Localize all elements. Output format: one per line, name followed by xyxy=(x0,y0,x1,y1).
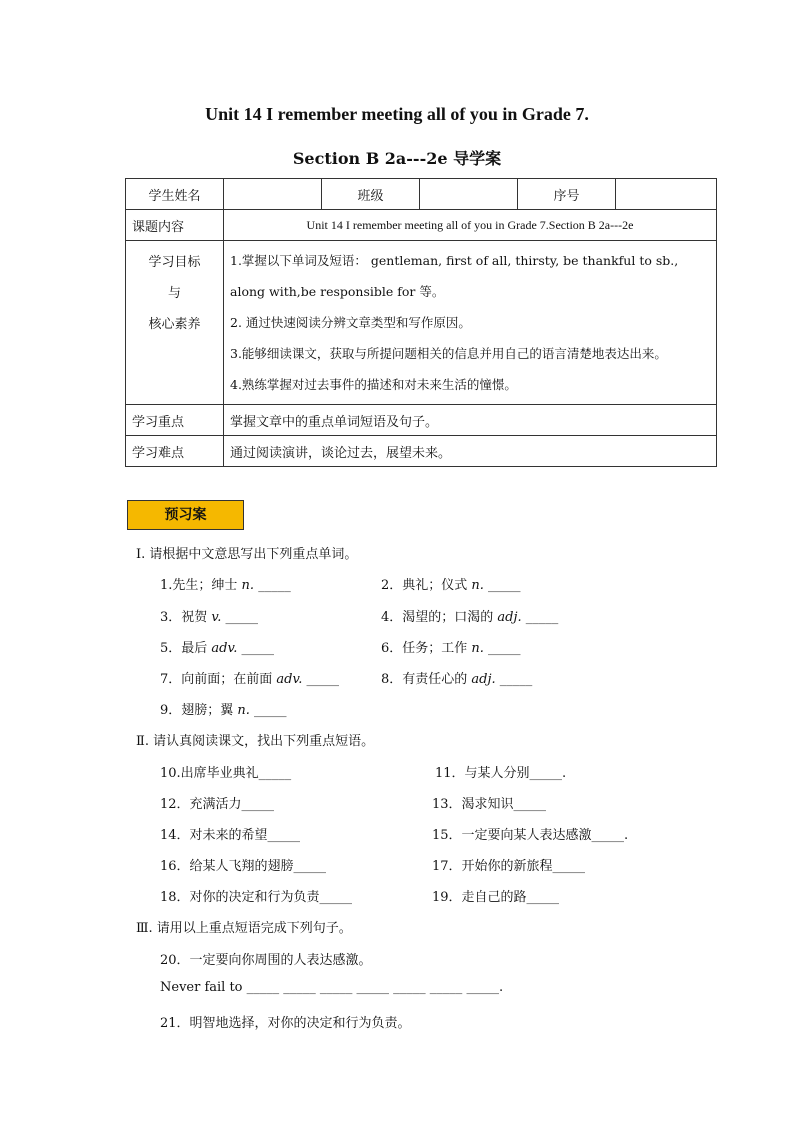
topic-label: 课题内容 xyxy=(126,210,224,241)
sentence-21-cn: 21．明智地选择，对你的决定和行为负责。 xyxy=(160,1016,411,1031)
sentence-20-cn: 20．一定要向你周围的人表达感激。 xyxy=(160,953,372,968)
goals-label xyxy=(126,241,224,405)
word-item: 4．渴望的；口渴的 adj. _____ xyxy=(381,610,559,625)
goal-3: 3.能够细读课文，获取与所提问题相关的信息并用自己的语言清楚地表达出来。 xyxy=(230,346,667,361)
document-subtitle: Section B 2a---2e 导学案 xyxy=(292,149,502,168)
word-item: 7．向前面；在前面 adv. _____ xyxy=(160,672,340,687)
goal-4: 4.熟练掌握对过去事件的描述和对未来生活的憧憬。 xyxy=(230,377,517,392)
phrase-item: 10.出席毕业典礼_____ xyxy=(160,766,292,781)
preview-badge: 预习案 xyxy=(127,500,244,530)
section2-heading: Ⅱ. 请认真阅读课文，找出下列重点短语。 xyxy=(136,734,375,749)
goal-1: 1.掌握以下单词及短语： gentleman, first of all, thirsty, be thankful to sb., along with,be responsible for 等。 xyxy=(230,253,679,299)
phrase-item: 11．与某人分别_____. xyxy=(435,766,567,781)
difficulty-value: 通过阅读演讲，谈论过去，展望未来。 xyxy=(224,436,717,467)
word-item: 2．典礼；仪式 n. _____ xyxy=(381,578,521,593)
phrase-item: 12．充满活力_____ xyxy=(160,797,275,812)
word-item: 9．翅膀；翼 n. _____ xyxy=(160,703,287,718)
sentence-20-en: Never fail to _____ _____ _____ _____ _____ _____ _____. xyxy=(160,980,504,995)
phrase-item: 13．渴求知识_____ xyxy=(432,797,547,812)
student-name-field[interactable] xyxy=(224,179,322,210)
word-item: 3．祝贺 v. _____ xyxy=(160,610,258,625)
phrase-item: 19．走自己的路_____ xyxy=(432,890,560,905)
phrase-item: 18．对你的决定和行为负责_____ xyxy=(160,890,353,905)
word-item: 1.先生；绅士 n. _____ xyxy=(160,578,291,593)
difficulty-label: 学习难点 xyxy=(126,436,224,467)
word-item: 6．任务；工作 n. _____ xyxy=(381,641,521,656)
goal-2: 2. 通过快速阅读分辨文章类型和写作原因。 xyxy=(230,315,471,330)
seat-field[interactable] xyxy=(616,179,717,210)
goals-label-line: 核心素养 xyxy=(148,317,201,332)
student-name-label: 学生姓名 xyxy=(126,179,224,210)
phrase-item: 15．一定要向某人表达感激_____. xyxy=(432,828,629,843)
document-title: Unit 14 I remember meeting all of you in Grade 7. xyxy=(205,104,589,124)
info-table xyxy=(125,178,717,467)
section1-heading: Ⅰ. 请根据中文意思写出下列重点单词。 xyxy=(136,547,358,562)
seat-label: 序号 xyxy=(518,179,616,210)
topic-value: Unit 14 I remember meeting all of you in Grade 7.Section B 2a---2e xyxy=(224,210,717,241)
class-field[interactable] xyxy=(420,179,518,210)
class-label: 班级 xyxy=(322,179,420,210)
phrase-item: 14．对未来的希望_____ xyxy=(160,828,301,843)
focus-value: 掌握文章中的重点单词短语及句子。 xyxy=(224,405,717,436)
goals-label-line: 与 xyxy=(167,286,181,301)
goals-label-line: 学习目标 xyxy=(148,255,201,270)
phrase-item: 16．给某人飞翔的翅膀_____ xyxy=(160,859,327,874)
word-item: 8．有责任心的 adj. _____ xyxy=(381,672,533,687)
focus-label: 学习重点 xyxy=(126,405,224,436)
phrase-item: 17．开始你的新旅程_____ xyxy=(432,859,586,874)
section3-heading: Ⅲ. 请用以上重点短语完成下列句子。 xyxy=(136,921,352,936)
word-item: 5．最后 adv. _____ xyxy=(160,641,275,656)
goals-content xyxy=(224,241,717,405)
